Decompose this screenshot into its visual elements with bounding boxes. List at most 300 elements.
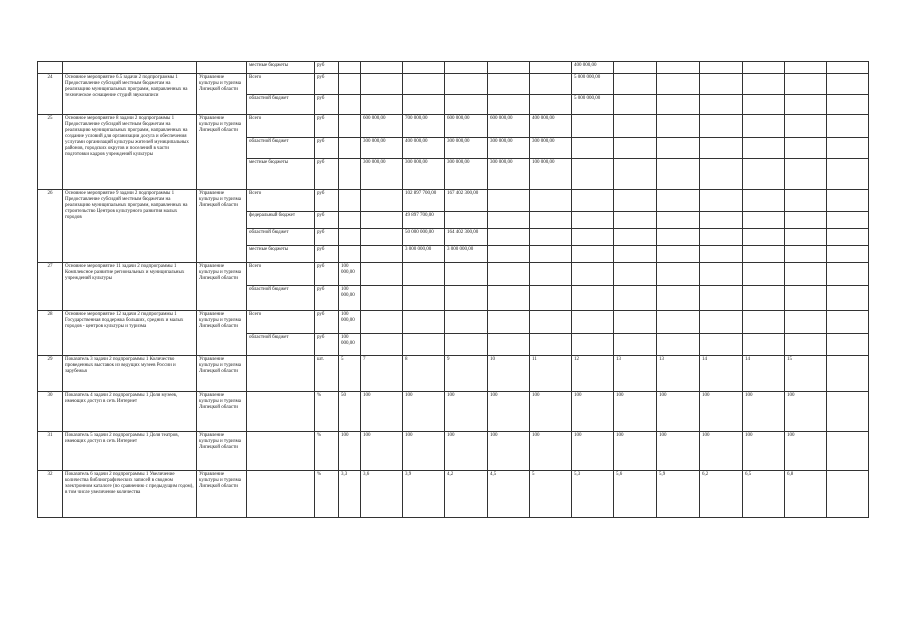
year-value-cell: 14: [743, 356, 785, 392]
year-value-cell: 5: [530, 471, 572, 518]
year-value-cell: 100: [785, 432, 827, 471]
unit-cell: руб: [315, 263, 339, 286]
year-value-cell: [785, 263, 827, 286]
year-value-cell: [614, 138, 657, 159]
year-value-cell: [700, 286, 743, 311]
year-value-cell: [530, 229, 572, 246]
year-value-cell: [488, 246, 530, 263]
year-value-cell: 49 897 700,00: [403, 212, 445, 229]
funding-source-cell: Всего: [247, 74, 315, 95]
responsible-executor-cell: Управление культуры и туризма Липецкой области: [197, 311, 247, 356]
responsible-executor-cell: Управление культуры и туризма Липецкой области: [197, 115, 247, 190]
year-value-cell: 400 000,00: [572, 62, 614, 74]
funding-source-cell: местные бюджеты: [247, 246, 315, 263]
year-value-cell: [361, 229, 403, 246]
year-value-cell: 5,9: [657, 471, 700, 518]
year-value-cell: [361, 62, 403, 74]
year-value-cell: [700, 246, 743, 263]
year-value-cell: [403, 334, 445, 356]
year-value-cell: [403, 311, 445, 334]
year-value-cell: [339, 138, 361, 159]
year-value-cell: 100: [657, 392, 700, 432]
year-value-cell: 100: [530, 432, 572, 471]
row-number-cell: 28: [38, 311, 63, 356]
activity-description-cell: [63, 62, 197, 74]
year-value-cell: [827, 286, 869, 311]
unit-cell: руб: [315, 138, 339, 159]
year-value-cell: [827, 311, 869, 334]
year-value-cell: [361, 190, 403, 212]
table-row: [38, 62, 869, 74]
year-value-cell: 400 000,00: [530, 115, 572, 138]
year-value-cell: 100 000,00: [339, 286, 361, 311]
year-value-cell: [572, 229, 614, 246]
year-value-cell: 6,5: [743, 471, 785, 518]
year-value-cell: [403, 286, 445, 311]
year-value-cell: [572, 212, 614, 229]
unit-cell: руб: [315, 62, 339, 74]
funding-source-cell: Всего: [247, 311, 315, 334]
year-value-cell: [403, 62, 445, 74]
year-value-cell: 600 000,00: [488, 115, 530, 138]
year-value-cell: [614, 115, 657, 138]
year-value-cell: [361, 263, 403, 286]
year-value-cell: [530, 263, 572, 286]
year-value-cell: [743, 115, 785, 138]
year-value-cell: [827, 246, 869, 263]
year-value-cell: 50 000 000,00: [403, 229, 445, 246]
year-value-cell: [785, 334, 827, 356]
year-value-cell: [657, 229, 700, 246]
year-value-cell: [657, 263, 700, 286]
row-number-cell: 25: [38, 115, 63, 190]
year-value-cell: [700, 115, 743, 138]
program-table: [37, 61, 869, 518]
year-value-cell: 50: [339, 392, 361, 432]
year-value-cell: [743, 263, 785, 286]
year-value-cell: [827, 115, 869, 138]
year-value-cell: [488, 311, 530, 334]
year-value-cell: [743, 62, 785, 74]
year-value-cell: [530, 246, 572, 263]
year-value-cell: 100: [743, 432, 785, 471]
year-value-cell: [743, 286, 785, 311]
year-value-cell: [827, 62, 869, 74]
year-value-cell: [657, 311, 700, 334]
row-number-cell: 31: [38, 432, 63, 471]
year-value-cell: [785, 190, 827, 212]
year-value-cell: [488, 95, 530, 115]
unit-cell: руб: [315, 311, 339, 334]
funding-source-cell: областной бюджет: [247, 334, 315, 356]
year-value-cell: [445, 334, 488, 356]
year-value-cell: 9: [445, 356, 488, 392]
year-value-cell: [827, 190, 869, 212]
year-value-cell: [700, 138, 743, 159]
year-value-cell: [339, 229, 361, 246]
year-value-cell: [361, 311, 403, 334]
year-value-cell: 600 000,00: [361, 115, 403, 138]
year-value-cell: 300 000,00: [530, 138, 572, 159]
activity-description-cell: Основное мероприятие 12 задачи 2 подпрограммы 1 Государственная поддержка больших, средних и малых городов - центров культуры и туризма: [63, 311, 197, 356]
year-value-cell: [445, 212, 488, 229]
year-value-cell: [785, 286, 827, 311]
year-value-cell: [657, 138, 700, 159]
year-value-cell: 13: [657, 356, 700, 392]
year-value-cell: [614, 190, 657, 212]
year-value-cell: [445, 62, 488, 74]
activity-description-cell: Основное мероприятие 11 задачи 2 подпрограммы 1 Комплексное развитие региональных и муниципальных учреждений культуры: [63, 263, 197, 311]
activity-description-cell: Основное мероприятие 9 задачи 2 подпрограммы 1 Предоставление субсидий местным бюджетам на реализацию муниципальных программ, направленных на строительство Центров культурного развития малых городов: [63, 190, 197, 263]
year-value-cell: 400 000,00: [403, 138, 445, 159]
year-value-cell: 102 897 700,00: [403, 190, 445, 212]
year-value-cell: [572, 246, 614, 263]
table-row: [38, 356, 869, 392]
year-value-cell: [488, 263, 530, 286]
row-number-cell: 27: [38, 263, 63, 311]
year-value-cell: 700 000,00: [403, 115, 445, 138]
year-value-cell: 3 000 000,00: [403, 246, 445, 263]
funding-source-cell: областной бюджет: [247, 95, 315, 115]
year-value-cell: 100: [743, 392, 785, 432]
year-value-cell: 13: [614, 356, 657, 392]
table-row: [38, 392, 869, 432]
year-value-cell: [657, 159, 700, 190]
year-value-cell: [785, 95, 827, 115]
year-value-cell: 100 000,00: [339, 263, 361, 286]
activity-description-cell: Основное мероприятие 6.5 задачи 2 подпрограммы 1 Предоставление субсидий местным бюджетам на реализацию муниципальных программ, направленных на техническое оснащение студий звукозаписи: [63, 74, 197, 115]
year-value-cell: [403, 95, 445, 115]
year-value-cell: 100: [572, 432, 614, 471]
year-value-cell: [827, 356, 869, 392]
year-value-cell: 10: [488, 356, 530, 392]
year-value-cell: [785, 62, 827, 74]
year-value-cell: 100: [403, 392, 445, 432]
year-value-cell: [530, 62, 572, 74]
funding-source-cell: [247, 432, 315, 471]
year-value-cell: [827, 334, 869, 356]
unit-cell: руб: [315, 74, 339, 95]
year-value-cell: [614, 62, 657, 74]
funding-source-cell: областной бюджет: [247, 229, 315, 246]
year-value-cell: 7: [361, 356, 403, 392]
unit-cell: руб: [315, 212, 339, 229]
table-row: [38, 432, 869, 471]
year-value-cell: [700, 263, 743, 286]
year-value-cell: 100: [657, 432, 700, 471]
year-value-cell: [743, 95, 785, 115]
year-value-cell: [361, 334, 403, 356]
responsible-executor-cell: Управление культуры и туризма Липецкой области: [197, 263, 247, 311]
table-row: [38, 471, 869, 518]
unit-cell: руб: [315, 190, 339, 212]
year-value-cell: [743, 311, 785, 334]
year-value-cell: [827, 138, 869, 159]
year-value-cell: 100: [700, 432, 743, 471]
year-value-cell: [361, 246, 403, 263]
year-value-cell: [614, 263, 657, 286]
year-value-cell: 164 402 300,00: [445, 229, 488, 246]
unit-cell: %: [315, 432, 339, 471]
year-value-cell: [488, 334, 530, 356]
year-value-cell: [657, 62, 700, 74]
year-value-cell: [657, 334, 700, 356]
year-value-cell: [743, 138, 785, 159]
responsible-executor-cell: Управление культуры и туризма Липецкой области: [197, 356, 247, 392]
funding-source-cell: Всего: [247, 190, 315, 212]
year-value-cell: [361, 212, 403, 229]
year-value-cell: 300 000,00: [488, 159, 530, 190]
year-value-cell: 3 000 000,00: [445, 246, 488, 263]
year-value-cell: [657, 74, 700, 95]
year-value-cell: [530, 334, 572, 356]
year-value-cell: [572, 311, 614, 334]
year-value-cell: [743, 74, 785, 95]
activity-description-cell: Показатель 3 задачи 2 подпрограммы 1 Количество проведенных выставок из ведущих музеев России и зарубежья: [63, 356, 197, 392]
year-value-cell: [700, 95, 743, 115]
year-value-cell: 100 000,00: [530, 159, 572, 190]
row-number-cell: 24: [38, 74, 63, 115]
year-value-cell: 4,2: [445, 471, 488, 518]
year-value-cell: [785, 74, 827, 95]
unit-cell: руб: [315, 159, 339, 190]
year-value-cell: 100: [445, 392, 488, 432]
year-value-cell: 100: [361, 392, 403, 432]
year-value-cell: [700, 190, 743, 212]
year-value-cell: [614, 159, 657, 190]
year-value-cell: 100: [700, 392, 743, 432]
year-value-cell: 167 402 300,00: [445, 190, 488, 212]
funding-source-cell: местные бюджеты: [247, 62, 315, 74]
table-row: [38, 311, 869, 334]
year-value-cell: 100 000,00: [339, 311, 361, 334]
year-value-cell: 6,2: [700, 471, 743, 518]
unit-cell: руб: [315, 229, 339, 246]
year-value-cell: [614, 311, 657, 334]
year-value-cell: [445, 74, 488, 95]
year-value-cell: [339, 115, 361, 138]
year-value-cell: [743, 229, 785, 246]
year-value-cell: 100 000,00: [339, 334, 361, 356]
year-value-cell: 3,9: [403, 471, 445, 518]
year-value-cell: [614, 212, 657, 229]
year-value-cell: [530, 190, 572, 212]
year-value-cell: [339, 159, 361, 190]
year-value-cell: 100: [339, 432, 361, 471]
year-value-cell: [339, 95, 361, 115]
year-value-cell: [743, 246, 785, 263]
year-value-cell: [614, 95, 657, 115]
year-value-cell: 600 000,00: [445, 115, 488, 138]
year-value-cell: [572, 286, 614, 311]
year-value-cell: [530, 286, 572, 311]
year-value-cell: 100: [785, 392, 827, 432]
year-value-cell: [339, 212, 361, 229]
activity-description-cell: Основное мероприятие 8 задачи 2 подпрограммы 1 Предоставление субсидий местным бюджетам на реализацию муниципальных программ, направленных на создание условий для организации досуга и обеспечения услугами организаций культуры жителей муниципальных районов, городских округов и поселений в части подготовки кадров учреждений культуры: [63, 115, 197, 190]
year-value-cell: [700, 311, 743, 334]
responsible-executor-cell: [197, 62, 247, 74]
year-value-cell: 6,8: [785, 471, 827, 518]
activity-description-cell: Показатель 6 задачи 2 подпрограммы 1 Увеличение количества библиографических записей в сводном электронном каталоге (по сравнению с предыдущим годом), в том числе увеличение количества: [63, 471, 197, 518]
year-value-cell: [339, 62, 361, 74]
year-value-cell: [614, 229, 657, 246]
year-value-cell: [445, 263, 488, 286]
year-value-cell: [700, 334, 743, 356]
year-value-cell: 100: [614, 392, 657, 432]
year-value-cell: 100: [403, 432, 445, 471]
year-value-cell: [488, 62, 530, 74]
unit-cell: руб: [315, 246, 339, 263]
year-value-cell: [785, 138, 827, 159]
year-value-cell: 100: [530, 392, 572, 432]
unit-cell: руб: [315, 286, 339, 311]
year-value-cell: 100: [361, 432, 403, 471]
year-value-cell: [339, 246, 361, 263]
unit-cell: руб: [315, 115, 339, 138]
row-number-cell: 26: [38, 190, 63, 263]
funding-source-cell: областной бюджет: [247, 286, 315, 311]
year-value-cell: 15: [785, 356, 827, 392]
year-value-cell: 5 000 000,00: [572, 74, 614, 95]
year-value-cell: 8: [403, 356, 445, 392]
year-value-cell: [827, 74, 869, 95]
year-value-cell: [657, 286, 700, 311]
year-value-cell: [657, 212, 700, 229]
year-value-cell: [700, 62, 743, 74]
year-value-cell: [403, 263, 445, 286]
activity-description-cell: Показатель 4 задачи 2 подпрограммы 1 Доля музеев, имеющих доступ в сеть Интернет: [63, 392, 197, 432]
funding-source-cell: [247, 392, 315, 432]
funding-source-cell: Всего: [247, 115, 315, 138]
year-value-cell: [827, 212, 869, 229]
year-value-cell: [445, 286, 488, 311]
year-value-cell: [785, 212, 827, 229]
year-value-cell: 300 000,00: [445, 138, 488, 159]
year-value-cell: [657, 95, 700, 115]
year-value-cell: [785, 246, 827, 263]
responsible-executor-cell: Управление культуры и туризма Липецкой области: [197, 471, 247, 518]
year-value-cell: 300 000,00: [403, 159, 445, 190]
funding-source-cell: [247, 471, 315, 518]
year-value-cell: [700, 229, 743, 246]
funding-source-cell: [247, 356, 315, 392]
year-value-cell: 300 000,00: [445, 159, 488, 190]
year-value-cell: [488, 212, 530, 229]
year-value-cell: 5,3: [572, 471, 614, 518]
year-value-cell: [572, 334, 614, 356]
year-value-cell: 100: [572, 392, 614, 432]
year-value-cell: [572, 138, 614, 159]
table-row: [38, 190, 869, 212]
year-value-cell: [445, 311, 488, 334]
year-value-cell: [339, 74, 361, 95]
year-value-cell: [743, 212, 785, 229]
funding-source-cell: федеральный бюджет: [247, 212, 315, 229]
year-value-cell: 100: [488, 432, 530, 471]
year-value-cell: [700, 212, 743, 229]
year-value-cell: [488, 286, 530, 311]
row-number-cell: 29: [38, 356, 63, 392]
year-value-cell: [403, 74, 445, 95]
row-number-cell: 32: [38, 471, 63, 518]
year-value-cell: [488, 74, 530, 95]
responsible-executor-cell: Управление культуры и туризма Липецкой области: [197, 432, 247, 471]
year-value-cell: 3,6: [361, 471, 403, 518]
year-value-cell: 300 000,00: [361, 159, 403, 190]
year-value-cell: 5,6: [614, 471, 657, 518]
table-row: [38, 263, 869, 286]
year-value-cell: [827, 432, 869, 471]
year-value-cell: [827, 392, 869, 432]
year-value-cell: [743, 334, 785, 356]
year-value-cell: [827, 159, 869, 190]
year-value-cell: 3,3: [339, 471, 361, 518]
year-value-cell: [488, 190, 530, 212]
year-value-cell: 100: [614, 432, 657, 471]
year-value-cell: [530, 311, 572, 334]
year-value-cell: 4,5: [488, 471, 530, 518]
year-value-cell: [572, 159, 614, 190]
year-value-cell: [827, 263, 869, 286]
year-value-cell: [361, 95, 403, 115]
year-value-cell: [614, 74, 657, 95]
funding-source-cell: Всего: [247, 263, 315, 286]
year-value-cell: [785, 115, 827, 138]
year-value-cell: [827, 471, 869, 518]
funding-source-cell: областной бюджет: [247, 138, 315, 159]
year-value-cell: 14: [700, 356, 743, 392]
year-value-cell: [572, 263, 614, 286]
year-value-cell: [785, 311, 827, 334]
year-value-cell: [361, 286, 403, 311]
year-value-cell: [827, 229, 869, 246]
year-value-cell: [785, 229, 827, 246]
responsible-executor-cell: Управление культуры и туризма Липецкой области: [197, 190, 247, 263]
unit-cell: руб: [315, 334, 339, 356]
year-value-cell: [743, 159, 785, 190]
year-value-cell: 300 000,00: [488, 138, 530, 159]
year-value-cell: 11: [530, 356, 572, 392]
year-value-cell: [743, 190, 785, 212]
row-number-cell: 30: [38, 392, 63, 432]
year-value-cell: [572, 115, 614, 138]
unit-cell: %: [315, 392, 339, 432]
year-value-cell: [700, 74, 743, 95]
year-value-cell: 5: [339, 356, 361, 392]
responsible-executor-cell: Управление культуры и туризма Липецкой области: [197, 392, 247, 432]
year-value-cell: 12: [572, 356, 614, 392]
unit-cell: %: [315, 471, 339, 518]
year-value-cell: 5 000 000,00: [572, 95, 614, 115]
year-value-cell: [614, 334, 657, 356]
year-value-cell: [657, 115, 700, 138]
table-row: [38, 74, 869, 95]
unit-cell: шт.: [315, 356, 339, 392]
year-value-cell: 100: [445, 432, 488, 471]
funding-source-cell: местные бюджеты: [247, 159, 315, 190]
year-value-cell: [488, 229, 530, 246]
year-value-cell: [530, 95, 572, 115]
year-value-cell: [657, 246, 700, 263]
year-value-cell: [530, 212, 572, 229]
row-number-cell: [38, 62, 63, 74]
table-row: [38, 115, 869, 138]
year-value-cell: [827, 95, 869, 115]
responsible-executor-cell: Управление культуры и туризма Липецкой области: [197, 74, 247, 115]
activity-description-cell: Показатель 5 задачи 2 подпрограммы 1 Доля театров, имеющих доступ в сеть Интернет: [63, 432, 197, 471]
year-value-cell: [445, 95, 488, 115]
year-value-cell: [700, 159, 743, 190]
